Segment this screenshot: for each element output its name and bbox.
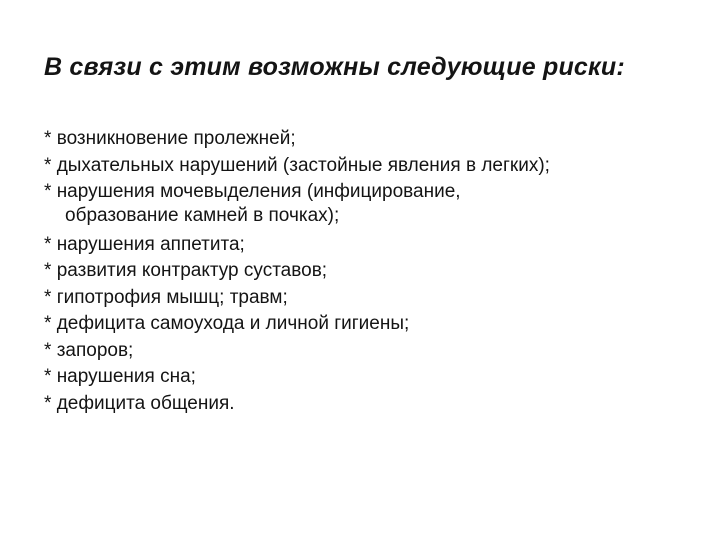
risk-label: возникновение пролежней;: [56, 128, 296, 149]
risk-text: [44, 126, 684, 153]
risk-text: [44, 364, 684, 391]
risk-label: образование камней в почках);: [65, 204, 340, 226]
risk-text: [44, 153, 684, 180]
list-item: [44, 285, 684, 312]
list-item: [44, 258, 684, 285]
list-item: [44, 338, 684, 365]
list-item: [44, 126, 684, 153]
risk-text: [44, 311, 684, 338]
bullet-asterisk: *: [44, 154, 57, 176]
risk-label: дефицита общения.: [56, 392, 235, 414]
slide-title: В связи с этим возможны следующие риски:: [44, 53, 625, 81]
risk-label: нарушения сна;: [56, 366, 196, 387]
risk-label: дыхательных нарушений (застойные явления в легких);: [56, 154, 550, 176]
risk-label: нарушения мочевыделения (инфицирование,: [56, 181, 461, 202]
list-item: [44, 391, 684, 418]
risk-text: [44, 338, 684, 365]
bullet-asterisk: *: [44, 392, 57, 414]
bullet-asterisk: *: [44, 260, 57, 281]
bullet-asterisk: *: [44, 181, 57, 202]
bullet-asterisk: *: [44, 313, 57, 334]
list-item: [44, 153, 684, 180]
risk-text: [44, 179, 684, 206]
bullet-asterisk: *: [44, 286, 57, 308]
risk-text: [44, 285, 684, 312]
list-item: [44, 311, 684, 338]
risk-text-continuation: [44, 206, 684, 226]
bullet-asterisk: *: [44, 233, 57, 255]
risk-label: дефицита самоухода и личной гигиены;: [56, 313, 410, 334]
risk-text: [44, 391, 684, 418]
bullet-asterisk: *: [44, 128, 57, 149]
list-item: [44, 179, 684, 226]
risk-label: нарушения аппетита;: [56, 233, 245, 255]
risk-label: запоров;: [56, 339, 134, 361]
bullet-asterisk: *: [44, 339, 57, 361]
bullet-asterisk: *: [44, 366, 57, 387]
list-item: [44, 232, 684, 259]
risk-text: [44, 232, 684, 259]
risk-list: [44, 126, 684, 417]
risk-label: гипотрофия мышц; травм;: [56, 286, 288, 308]
risk-label: развития контрактур суставов;: [56, 260, 328, 281]
list-item: [44, 364, 684, 391]
risk-text: [44, 258, 684, 285]
